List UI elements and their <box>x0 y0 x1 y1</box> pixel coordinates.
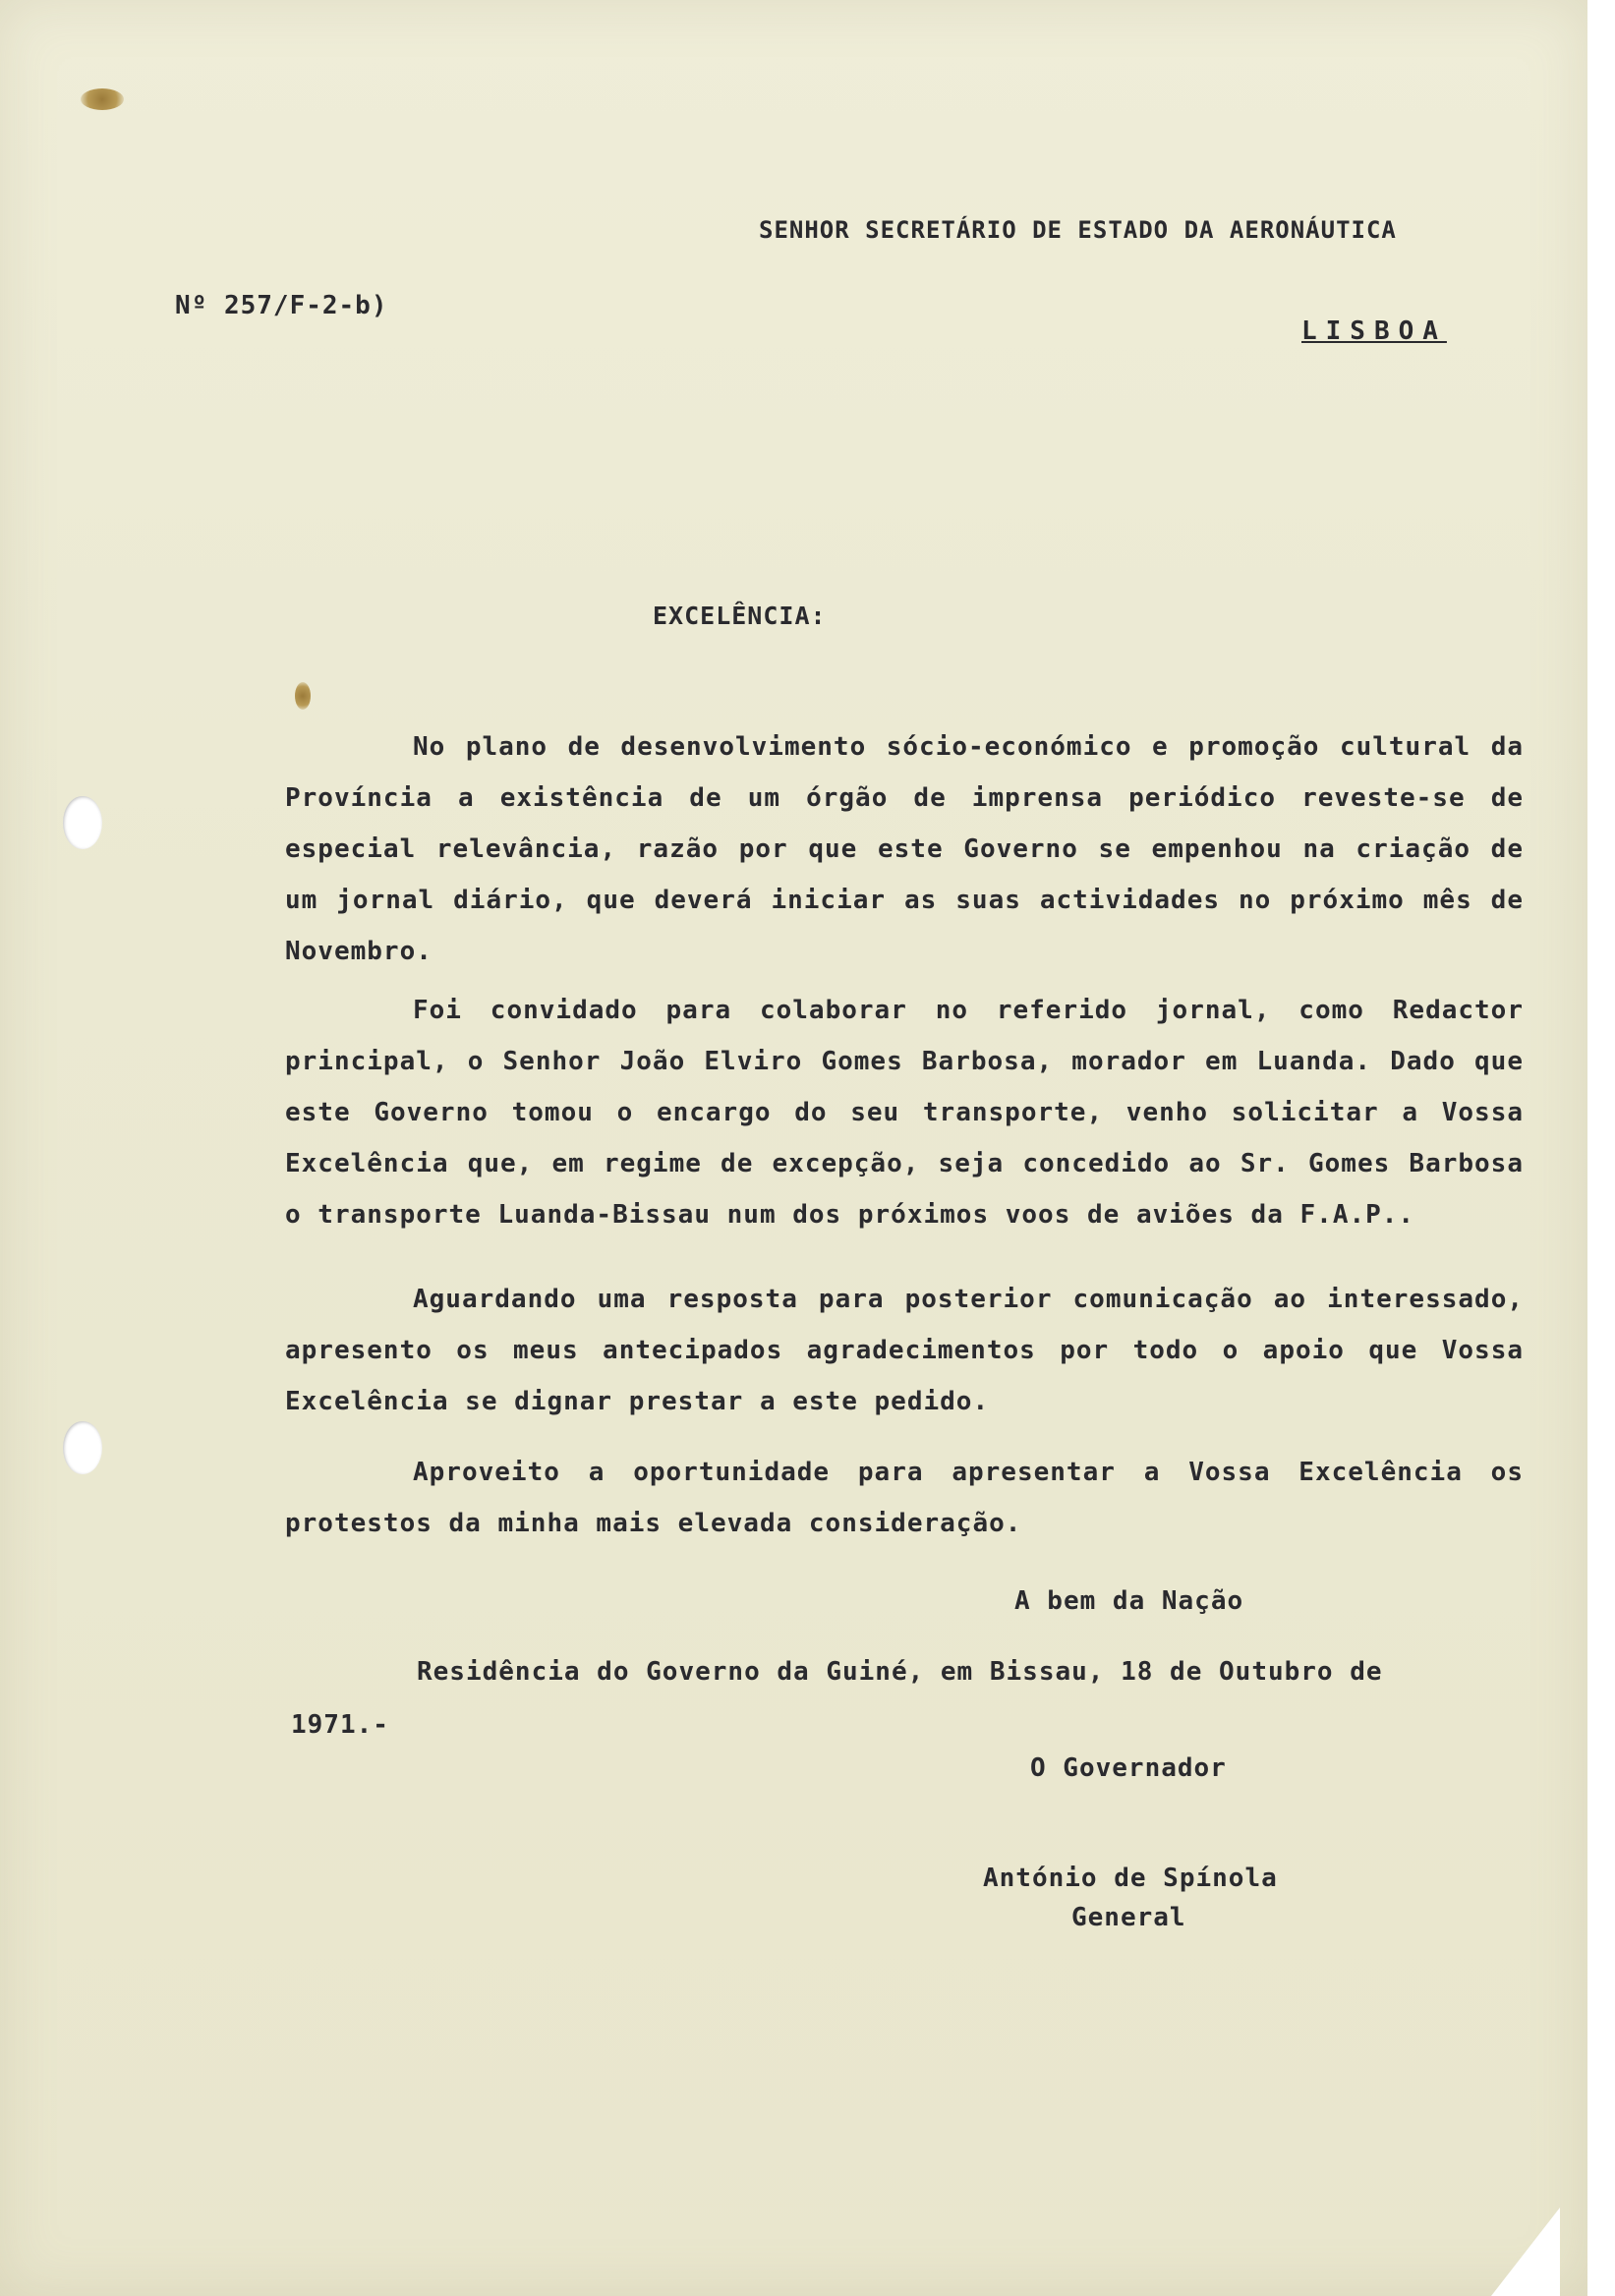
punch-hole <box>63 796 102 849</box>
destination-city: LISBOA <box>1301 316 1447 346</box>
signer-name: António de Spínola <box>983 1864 1278 1893</box>
body-paragraph: Foi convidado para colaborar no referido jornal, como Redactor principal, o Senhor João Elviro Gomes Barbosa, morador em Luanda. Dado que este Governo tomou o encargo do seu transporte, venho solicitar a Vossa Excelência que, em regime de excepção, seja concedido ao Sr. Gomes Barbosa o transporte Luanda-Bissau num dos próximos voos de aviões da F.A.P.. <box>285 996 1524 1230</box>
addressee-line: SENHOR SECRETÁRIO DE ESTADO DA AERONÁUTICA <box>759 216 1397 244</box>
body-paragraph: No plano de desenvolvimento sócio-económico e promoção cultural da Província a existência de um órgão de imprensa periódico reveste-se de especial relevância, razão por que este Governo se empenhou na criação de um jornal diário, que deverá iniciar as suas actividades no próximo mês de Novembro. <box>285 732 1524 966</box>
place-and-date: Residência do Governo da Guiné, em Bissau, 18 de Outubro de <box>417 1657 1383 1687</box>
folded-corner <box>1491 2208 1560 2296</box>
stain-mark <box>81 88 124 110</box>
signer-title: O Governador <box>1030 1753 1227 1783</box>
stain-mark <box>295 682 311 710</box>
reference-number: Nº 257/F-2-b) <box>175 291 388 320</box>
punch-hole <box>63 1421 102 1474</box>
closing-formula: A bem da Nação <box>1014 1586 1244 1616</box>
date-year: 1971.- <box>291 1710 389 1740</box>
salutation: EXCELÊNCIA: <box>653 602 827 630</box>
body-paragraph: Aguardando uma resposta para posterior comunicação ao interessado, apresento os meus antecipados agradecimentos por todo o apoio que Vossa Excelência se dignar prestar a este pedido. <box>285 1285 1524 1416</box>
body-paragraph: Aproveito a oportunidade para apresentar a Vossa Excelência os protestos da minha mais elevada consideração. <box>285 1458 1524 1538</box>
signer-rank: General <box>1071 1903 1186 1932</box>
